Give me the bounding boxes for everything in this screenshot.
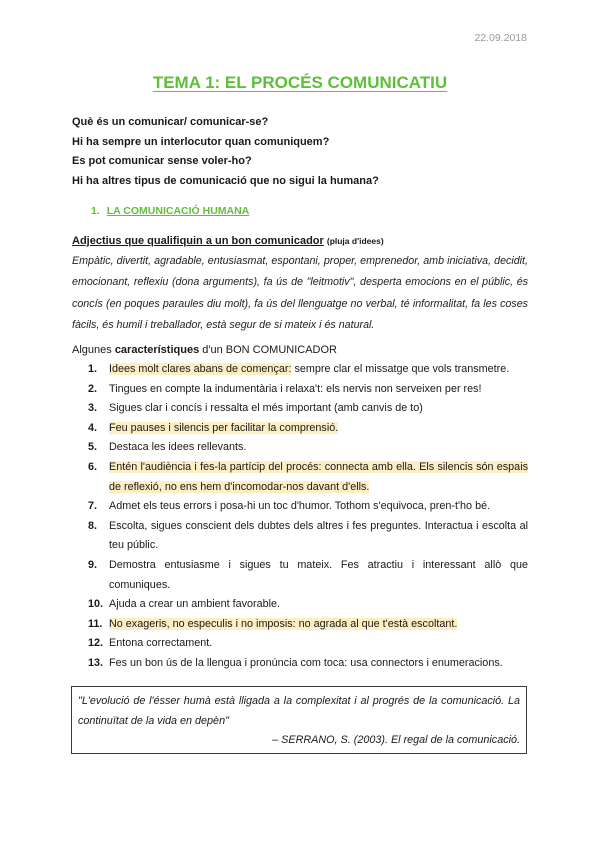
item-number: 7. [88,500,98,513]
list-item [72,399,528,419]
item-text: Entona correctament. [109,637,213,650]
item-text: sempre clar el missatge que vols transmetre. [291,363,510,375]
item-text: Escolta, sigues conscient dels dubtes dels altres i fes preguntes. Interactua i escolta al teu públic. [109,519,528,552]
characteristics-intro [72,342,528,359]
list-item [72,615,528,635]
list-item [72,419,528,439]
item-text: Ajuda a crear un ambient favorable. [109,598,281,611]
item-text: Sigues clar i concís i ressalta el més important (amb canvis de to) [109,402,423,415]
page-title: TEMA 1: EL PROCÉS COMUNICATIU [152,73,448,92]
quote-source: – SERRANO, S. (2003). El regal de la comunicació. [272,734,520,746]
list-item [72,438,528,458]
item-number: 9. [88,558,98,571]
list-item [72,595,528,615]
question-item: Es pot comunicar sense voler-ho? [72,155,252,167]
adjectives-heading-text: Adjectius que qualifiquin a un bon comunicador [72,235,324,247]
item-number: 3. [88,402,98,415]
list-item [72,380,528,400]
item-highlight: Entén l'audiència i fes-la partícip del procés: connecta amb ella. Els silencis són espais de reflexió, no ens hem d'incomodar-nos davant d'ells. [109,460,528,493]
list-item [72,654,528,674]
item-highlight: Idees molt clares abans de començar: [109,363,292,375]
item-highlight: Feu pauses i silencis per facilitar la comprensió. [109,421,339,434]
intro-post: d'un BON COMUNICADOR [199,344,337,356]
item-number: 4. [88,421,98,434]
section-heading [91,205,249,217]
list-item [72,517,528,556]
item-number: 5. [88,441,98,454]
list-item [72,634,528,654]
section-title: LA COMUNICACIÓ HUMANA [106,205,250,217]
item-number: 13. [88,656,104,669]
quote-text: "L'evolució de l'ésser humà està lligada a la complexitat i al progrés de la comunicació. La continuïtat de la vida en depèn" [78,695,520,727]
questions-list [72,113,542,191]
item-text: Tingues en compte la indumentària i relaxa't: els nervis non serveixen per res! [109,382,482,395]
item-number: 11. [88,617,103,630]
item-text: Fes un bon ús de la llengua i pronúncia com toca: usa connectors i enumeracions. [109,656,503,669]
list-item [72,360,528,380]
list-item [72,497,528,517]
question-item: Hi ha altres tipus de comunicació que no sigui la humana? [72,174,379,187]
item-number: 6. [88,460,98,473]
adjectives-note: (pluja d'idees) [326,236,384,246]
item-number: 8. [88,519,98,532]
question-item: Hi ha sempre un interlocutor quan comuniquem? [72,135,330,148]
item-number: 12. [88,637,104,650]
quote-box [71,686,527,754]
item-number: 10. [88,598,104,611]
adjectives-text: Empàtic, divertit, agradable, entusiasmat, espontani, proper, emprenedor, amb iniciativa, decidit, emocionant, reflexiu (dona arguments), fa ús de "leitmotiv", desperta emocions en el públic, és concís (en poques paraules diu molt), fa ús del llenguatge no verbal, té informalitat, fa les coses fàcils, és humil i treballador, està segur de si mateix i és natural. [72,255,528,331]
intro-bold: característiques [114,344,200,356]
intro-pre: Algunes [72,344,115,356]
characteristics-list [72,360,528,674]
adjectives-block [72,233,528,336]
document-date: 22.09.2018 [474,32,527,44]
item-highlight: No exageris, no especulis i no imposis: no agrada al que t'està escoltant. [109,617,458,630]
list-item [72,458,528,497]
item-number: 1. [88,363,98,375]
list-item [72,556,528,595]
question-item: Què és un comunicar/ comunicar-se? [72,116,269,128]
item-number: 2. [88,382,98,395]
item-text: Admet els teus errors i posa-hi un toc d'humor. Tothom s'equivoca, pren-t'ho bé. [109,500,491,513]
item-text: Destaca les idees rellevants. [109,441,247,454]
item-text: Demostra entusiasme i sigues tu mateix. Fes atractiu i interessant allò que comuniques. [109,558,528,591]
adjectives-heading [72,233,528,250]
section-number: 1. [91,205,100,217]
